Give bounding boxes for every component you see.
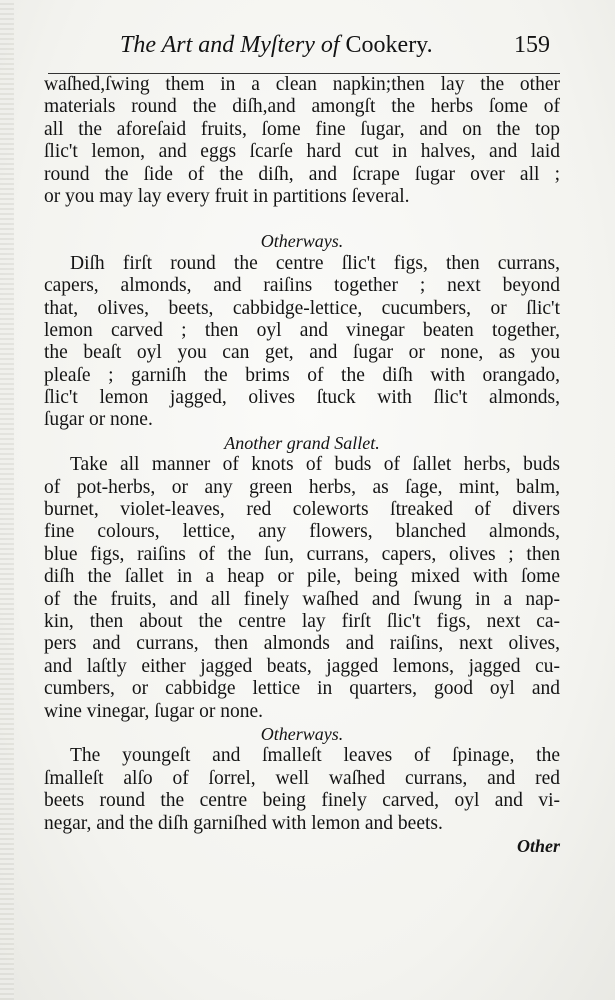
catchword: Other [516,835,560,856]
text-line: pleaſe ; garniſh the brims of the diſh with orangado, [44,364,560,386]
text-line: of the fruits, and all finely waſhed and ſwung in a nap- [44,588,560,610]
text-line: of pot-herbs, or any green herbs, as ſage, mint, balm, [44,476,560,498]
section-heading-otherways-2: Otherways. [260,723,344,744]
text-line: capers, almonds, and raiſins together ; next beyond [44,275,560,297]
text-line: fine colours, lettice, any flowers, blanched almonds, [44,521,560,543]
page-number: 159 [514,32,550,58]
text-line: wine vinegar, ſugar or none. [44,700,264,722]
text-line: ſmalleſt alſo of ſorrel, well waſhed currans, and red [44,767,560,789]
text-line: or you may lay every fruit in partitions ſeveral. [44,185,410,207]
section-heading-grand-sallet: Another grand Sallet. [224,432,380,453]
running-title-italic: The Art and Myſtery of [120,32,340,58]
section-heading-otherways-1: Otherways. [260,231,344,252]
text-line: round the ſide of the diſh, and ſcrape ſugar over all ; [44,163,560,185]
text-line: beets round the centre being finely carved, oyl and vi- [44,790,560,812]
text-line: materials round the diſh,and amongſt the herbs ſome of [44,96,560,118]
text-line: and laſtly either jagged beats, jagged lemons, jagged cu- [44,655,560,677]
paragraph-4 [44,745,560,835]
text-line: cumbers, or cabbidge lettice in quarters, good oyl and [44,678,560,700]
text-line: the beaſt oyl you can get, and ſugar or none, as you [44,342,560,364]
text-line: negar, and the diſh garniſhed with lemon and beets. [44,812,443,834]
text-line: Take all manner of knots of buds of ſallet herbs, buds [70,454,560,476]
text-line: all the aforeſaid fruits, ſome fine ſugar, and on the top [44,118,560,140]
text-line: burnet, violet-leaves, red coleworts ſtreaked of divers [44,499,560,521]
text-line: The youngeſt and ſmalleſt leaves of ſpinage, the [70,745,560,767]
text-line: lemon carved ; then oyl and vinegar beaten together, [44,319,560,341]
text-line: blue figs, raiſins of the ſun, currans, capers, olives ; then [44,543,560,565]
text-line: pers and currans, then almonds and raiſins, next olives, [44,633,560,655]
running-title [120,32,433,59]
paragraph-3 [44,454,560,723]
spacer [44,208,560,230]
text-line: that, olives, beets, cabbidge-lettice, cucumbers, or ſlic't [44,297,560,319]
text-line: waſhed,ſwing them in a clean napkin;then lay the other [44,74,560,95]
running-title-roman: Cookery. [345,32,433,58]
text-line: ſlic't lemon, and eggs ſcarſe hard cut in halves, and laid [44,141,560,163]
paragraph-1 [44,74,560,208]
text-line: Diſh firſt round the centre ſlic't figs, then currans, [70,252,560,274]
body-text [44,74,560,857]
text-line: kin, then about the centre lay firſt ſlic't figs, next ca- [44,610,560,632]
page-header [48,28,560,70]
text-line: ſlic't lemon jagged, olives ſtuck with ſlic't almonds, [44,387,560,409]
page-edge-shadow [0,0,14,1000]
paragraph-2 [44,253,560,432]
text-line: diſh the ſallet in a heap or pile, being mixed with ſome [44,566,560,588]
text-line: ſugar or none. [44,409,153,431]
